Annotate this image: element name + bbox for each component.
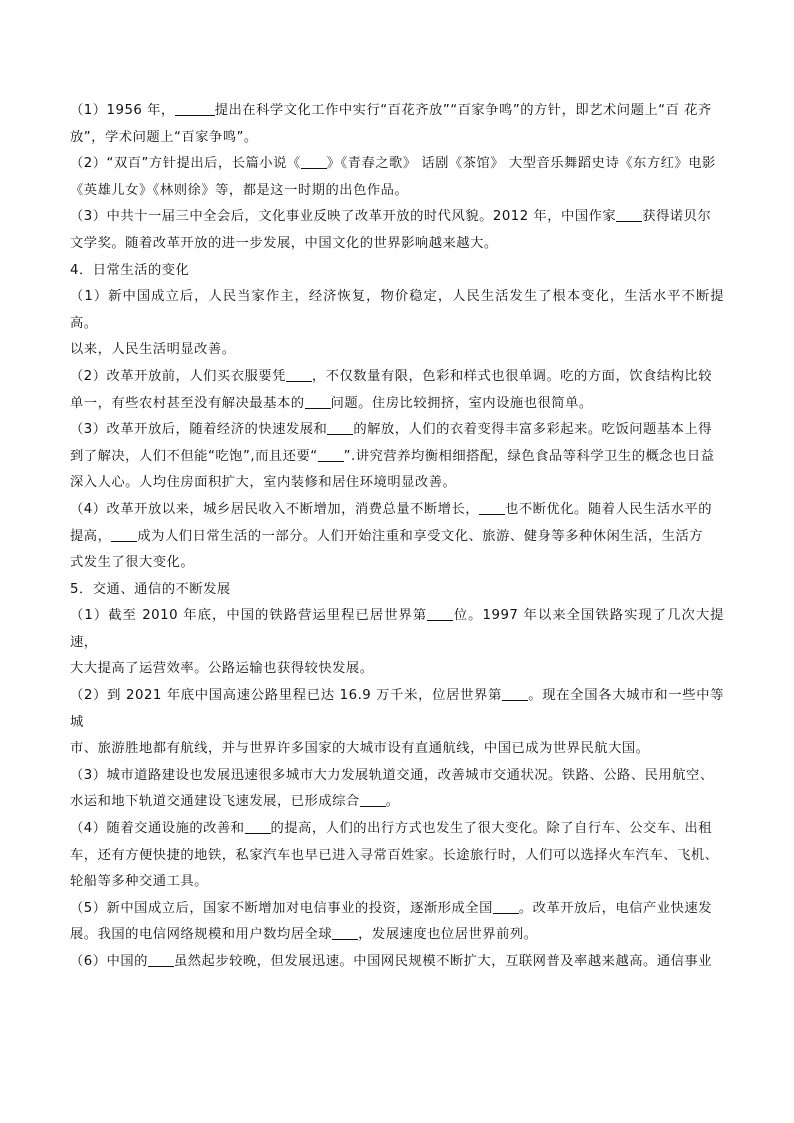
text-line bbox=[70, 204, 724, 231]
text-segment: （4）改革开放以来，城乡居民收入不断增加，消费总量不断增长， bbox=[70, 501, 480, 517]
text-segment: ”.讲究营养均衡相细搭配，绿色食品等科学卫生的概念也日益 bbox=[343, 448, 715, 464]
text-segment: （6）中国的 bbox=[70, 954, 148, 969]
text-segment: 深入人心。人均住房面积扩大，室内装修和居住环境明显改善。 bbox=[70, 475, 457, 491]
text-line bbox=[70, 470, 724, 497]
text-line bbox=[70, 364, 724, 391]
text-line bbox=[70, 550, 724, 577]
fill-in-blank[interactable] bbox=[427, 606, 453, 621]
section-heading bbox=[70, 577, 724, 604]
text-segment: 提出在科学文化工作中实行“百花齐放”“百家争鸣”的方针，即艺术问题上“百 花齐 bbox=[214, 103, 712, 118]
text-line bbox=[70, 284, 724, 337]
text-segment: 式发生了很大变化。 bbox=[70, 555, 195, 571]
text-segment: 市、旅游胜地都有航线，并与世界许多国家的大城市设有直通航线，中国已成为世界民航大国。 bbox=[70, 741, 650, 757]
text-segment: 大大提高了运营效率。公路运输也获得较快发展。 bbox=[70, 661, 374, 677]
text-segment: 获得诺贝尔 bbox=[642, 209, 712, 225]
text-line bbox=[70, 736, 724, 763]
text-segment: ，不仅数量有限，色彩和样式也很单调。吃的方面，饮食结构比较 bbox=[311, 368, 713, 384]
text-segment: （3）城市道路建设也发展迅速很多城市大力发展轨道交通，改善城市交通状况。铁路、公路、民用航空、 bbox=[70, 767, 714, 783]
text-segment: 以来，人民生活明显改善。 bbox=[70, 342, 236, 358]
text-line bbox=[70, 417, 724, 444]
text-segment: 展。我国的电信网络规模和用户数均居全球 bbox=[70, 927, 333, 943]
fill-in-blank[interactable] bbox=[148, 952, 174, 967]
text-segment: 4．日常生活的变化 bbox=[70, 262, 190, 278]
text-line bbox=[70, 763, 724, 790]
text-segment: ，发展速度也位居世界前列。 bbox=[358, 927, 538, 943]
text-line bbox=[70, 843, 724, 870]
text-segment: 到了解决，人们不但能“吃饱”,而且还要“ bbox=[70, 448, 318, 464]
fill-in-blank[interactable] bbox=[360, 792, 386, 807]
text-segment: （1）新中国成立后，人民当家作主，经济恢复，物价稳定，人民生活发生了根本变化，生活水平不断提高。 bbox=[70, 289, 724, 331]
text-segment: 的提高，人们的出行方式也发生了很大变化。除了自行车、公交车、出租 bbox=[270, 821, 713, 837]
fill-in-blank[interactable] bbox=[111, 527, 137, 542]
fill-in-blank[interactable] bbox=[245, 819, 271, 834]
text-segment: 成为人们日常生活的一部分。人们开始注重和享受文化、旅游、健身等多种休闲生活，生活方 bbox=[137, 528, 704, 544]
text-line bbox=[70, 922, 724, 949]
text-segment: 放”，学术问题上“百家争鸣”。 bbox=[70, 129, 258, 145]
fill-in-blank[interactable] bbox=[479, 500, 505, 515]
text-line bbox=[70, 683, 724, 736]
text-segment: 车，还有方便快捷的地铁，私家汽车也早已进入寻常百姓家。长途旅行时，人们可以选择火车汽车、飞机、 bbox=[70, 847, 719, 863]
text-segment: （3）改革开放后，随着经济的快速发展和 bbox=[70, 422, 328, 438]
text-line bbox=[70, 896, 724, 923]
text-line bbox=[70, 497, 724, 524]
text-segment: （3）中共十一届三中全会后，文化事业反映了改革开放的时代风貌。2012 年，中国作家 bbox=[70, 209, 617, 225]
text-segment: 《英雄儿女》《林则徐》等，都是这一时期的出色作品。 bbox=[70, 182, 409, 198]
fill-in-blank[interactable] bbox=[286, 367, 312, 382]
text-line bbox=[70, 125, 724, 152]
text-line bbox=[70, 151, 724, 178]
text-segment: 位。1997 年以来全国铁路实现了几次大提速， bbox=[70, 608, 724, 650]
section-heading bbox=[70, 258, 724, 285]
text-segment: 提高， bbox=[70, 528, 112, 544]
text-segment: 。改革开放后，电信产业快速发 bbox=[518, 900, 713, 916]
fill-in-blank[interactable] bbox=[616, 207, 642, 222]
text-segment: 。 bbox=[385, 794, 400, 810]
text-line bbox=[70, 603, 724, 656]
fill-in-blank[interactable] bbox=[175, 101, 215, 116]
text-line bbox=[70, 789, 724, 816]
text-line bbox=[70, 524, 724, 551]
fill-in-blank[interactable] bbox=[332, 925, 358, 940]
text-segment: 单一，有些农村甚至没有解决最基本的 bbox=[70, 395, 305, 411]
text-line bbox=[70, 816, 724, 843]
text-segment: 。现在全国各大城市和一些中等城 bbox=[70, 688, 725, 730]
text-segment: （1）1956 年， bbox=[70, 103, 175, 118]
text-segment: （2）到 2021 年底中国高速公路里程已达 16.9 万千米，位居世界第 bbox=[70, 688, 503, 704]
text-segment: 》《青春之歌》 话剧《茶馆》 大型音乐舞蹈史诗《东方红》电影 bbox=[326, 156, 716, 172]
text-segment: 也不断优化。随着人民生活水平的 bbox=[505, 501, 713, 517]
text-line bbox=[70, 337, 724, 364]
text-segment: （2）“双百”方针提出后，长篇小说《 bbox=[70, 156, 301, 172]
text-segment: 问题。住房比较拥挤，室内设施也很简单。 bbox=[330, 395, 593, 411]
fill-in-blank[interactable] bbox=[301, 154, 327, 169]
text-line bbox=[70, 656, 724, 683]
text-line bbox=[70, 869, 724, 896]
text-segment: （4）随着交通设施的改善和 bbox=[70, 821, 245, 837]
text-segment: 文学奖。随着改革开放的进一步发展，中国文化的世界影响越来越大。 bbox=[70, 235, 498, 251]
text-line bbox=[70, 444, 724, 471]
text-line bbox=[70, 391, 724, 418]
fill-in-blank[interactable] bbox=[493, 899, 519, 914]
text-line bbox=[70, 949, 724, 976]
fill-in-blank[interactable] bbox=[502, 686, 528, 701]
fill-in-blank[interactable] bbox=[318, 447, 344, 462]
text-segment: 水运和地下轨道交通建设飞速发展，已形成综合 bbox=[70, 794, 360, 810]
text-line bbox=[70, 98, 724, 125]
text-segment: 轮船等多种交通工具。 bbox=[70, 874, 208, 890]
text-segment: 虽然起步较晚，但发展迅速。中国网民规模不断扩大，互联网普及率越来越高。通信事业 bbox=[173, 954, 713, 969]
text-segment: （2）改革开放前，人们买衣服要凭 bbox=[70, 368, 286, 384]
text-segment: 的解放，人们的衣着变得丰富多彩起来。吃饭问题基本上得 bbox=[353, 422, 713, 438]
fill-in-blank[interactable] bbox=[305, 394, 331, 409]
text-segment: 5．交通、通信的不断发展 bbox=[70, 581, 231, 597]
text-line bbox=[70, 231, 724, 258]
text-segment: （1）截至 2010 年底，中国的铁路营运里程已居世界第 bbox=[70, 608, 428, 624]
text-segment: （5）新中国成立后，国家不断增加对电信事业的投资，逐渐形成全国 bbox=[70, 900, 493, 916]
fill-in-blank[interactable] bbox=[327, 420, 353, 435]
text-line bbox=[70, 178, 724, 205]
